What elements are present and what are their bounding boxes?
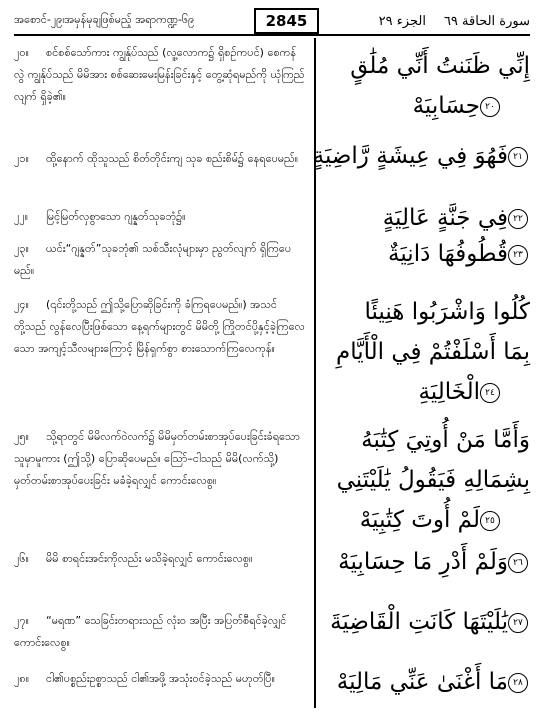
verse-end-marker: ٢٣ <box>508 245 528 265</box>
arabic-verse: كُلُوا وَاشْرَبُوا هَنِيئًا بِمَا أَسْلَفْتُمْ فِي الْأَيَّامِ ٢٤الْخَالِيَةِ <box>335 299 530 405</box>
verse-end-marker: ٢٢ <box>508 209 528 229</box>
verse-translation: ၂၇။ “မရဏ” သေခြင်းတရားသည် လုံး၀ အပြီး အပြတ်စီရင်ခဲ့လျှင် ကောင်းလေစွ။ <box>14 610 306 654</box>
verse-end-marker: ٢٤ <box>480 383 500 403</box>
verse-end-marker: ٢٨ <box>508 673 528 693</box>
verse-translation: ၂၄။ (၎င်းတို့သည် ဤသို့ပြောဆိုခြင်းကို ခံကြရပေမည်။) အသင်တို့သည် လွန်လေပြီးဖြစ်သော နေ့ရက်များတွင် မိမိတို့ ကြိုတင်ပို့နှင့်ခဲ့ကြလေသော အကျင့်သီလများကြောင့် မြိန်ရှက်စွာ စားသောက်ကြလေကုန်။ <box>14 294 306 360</box>
verse-translation: ၂၆။ မိမိ စာရင်းအင်းကိုလည်း မသိခဲ့ရလျှင် ကောင်းလေစွ။ <box>14 548 306 570</box>
surah-name: سورة الحاقة ٦٩ <box>443 13 530 29</box>
verse-number: ၂၂။ <box>14 210 29 223</box>
verse-end-marker: ٢٠ <box>480 97 500 117</box>
verse-translation: ၂၅။ သို့ရာတွင် မိမိလက်ဝဲလက်၌ မိမိမှတ်တမ်းစာအုပ်ပေးခြင်းခံရသောသူမှာမူကား (ဤသို့) ပြောဆိုပေမည်။ ဩော်–ငါသည် မိမိ(လက်သို့) မှတ်တမ်းစာအုပ်ပေးခြင်း မခံခဲ့ရလျှင် ကောင်းလေစွ။ <box>14 426 306 492</box>
arabic-verse: ٢٨مَا أَغْنَىٰ عَنِّي مَالِيَهْ <box>324 662 530 702</box>
page-header <box>14 8 530 36</box>
verse-number: ၂၀။ <box>14 46 29 59</box>
verse-end-marker: ٢٧ <box>508 613 528 633</box>
verse-end-marker: ٢٥ <box>480 511 500 531</box>
verse-translation: ၂၂။ မြင့်မြတ်လှစွာသော ဂျန္နတ်သုခဘုံ၌။ <box>14 206 306 228</box>
verse-number: ၂၄။ <box>14 298 29 311</box>
verse-number: ၂၈။ <box>14 672 30 685</box>
arabic-verse: ٢١فَهُوَ فِي عِيشَةٍ رَّاضِيَةٍ <box>324 136 530 176</box>
arabic-header <box>379 14 530 29</box>
arabic-verse: ٢٢فِي جَنَّةٍ عَالِيَةٍ <box>324 198 530 238</box>
verse-number: ၂၇။ <box>14 614 29 627</box>
verse-end-marker: ٢١ <box>508 147 528 167</box>
arabic-verse: ٢٦وَلَمْ أَدْرِ مَا حِسَابِيَهْ <box>324 542 530 582</box>
page-number: 2845 <box>254 8 320 34</box>
arabic-verse: ٢٧يَٰلَيْتَهَا كَانَتِ الْقَاضِيَةَ <box>324 602 530 642</box>
running-title: အစောင်-၂၉၊အမှန်မုချဖြစ်မည့် အရာကဏ္ဍ-၆၉ <box>14 13 195 26</box>
verse-translation: ၂၈။ ငါ၏ပစ္စည်းဥစ္စာသည် ငါ၏အဖို့ အသုံးဝင်ခဲ့သည် မဟုတ်ပြီ။ <box>14 668 306 690</box>
verse-number: ၂၆။ <box>14 552 29 565</box>
verse-end-marker: ٢٦ <box>508 553 528 573</box>
verse-number: ၂၃။ <box>14 242 29 255</box>
verse-translation: ၂၀။ စင်စစ်သော်ကား ကျွန်ုပ်သည် (လူ့လောက၌ ရှိစဉ်ကပင်) စေကန်လွဲ ကျွန်ုပ်သည် မိမိအား စစ်ဆေးမေးမြန်းခြင်းနှင့် တွေ့ဆုံရမည်ကို ယုံကြည်လျက် ရှိခဲ့၏။ <box>14 42 306 108</box>
arabic-verse: إِنِّي ظَنَنتُ أَنِّي مُلَٰقٍ ٢٠حِسَابِيَهْ <box>350 53 530 119</box>
verse-translation: ၂၁။ ထို့နောက် ထိုသူသည် စိတ်တိုင်းကျ သုခ စည်းစိမ်၌ နေရပေမည်။ <box>14 148 306 170</box>
verse-number: ၂၁။ <box>14 152 29 165</box>
arabic-verse: وَأَمَّا مَنْ أُوتِيَ كِتَٰبَهُ بِشِمَالِهِ فَيَقُولُ يَٰلَيْتَنِي ٢٥لَمْ أُوتَ كِتَٰبِيَهْ <box>336 427 530 533</box>
verse-number: ၂၅။ <box>14 430 29 443</box>
arabic-verse: ٢٣قُطُوفُهَا دَانِيَةٌ <box>324 234 530 274</box>
juz-label: الجزء ٢٩ <box>378 13 426 29</box>
verse-translation: ၂၃။ ယင်း“ဂျန္နတ်”သုခဘုံ၏ သစ်သီးလုံများမှာ ညွတ်လျက် ရှိကြပေမည်။ <box>14 238 306 282</box>
